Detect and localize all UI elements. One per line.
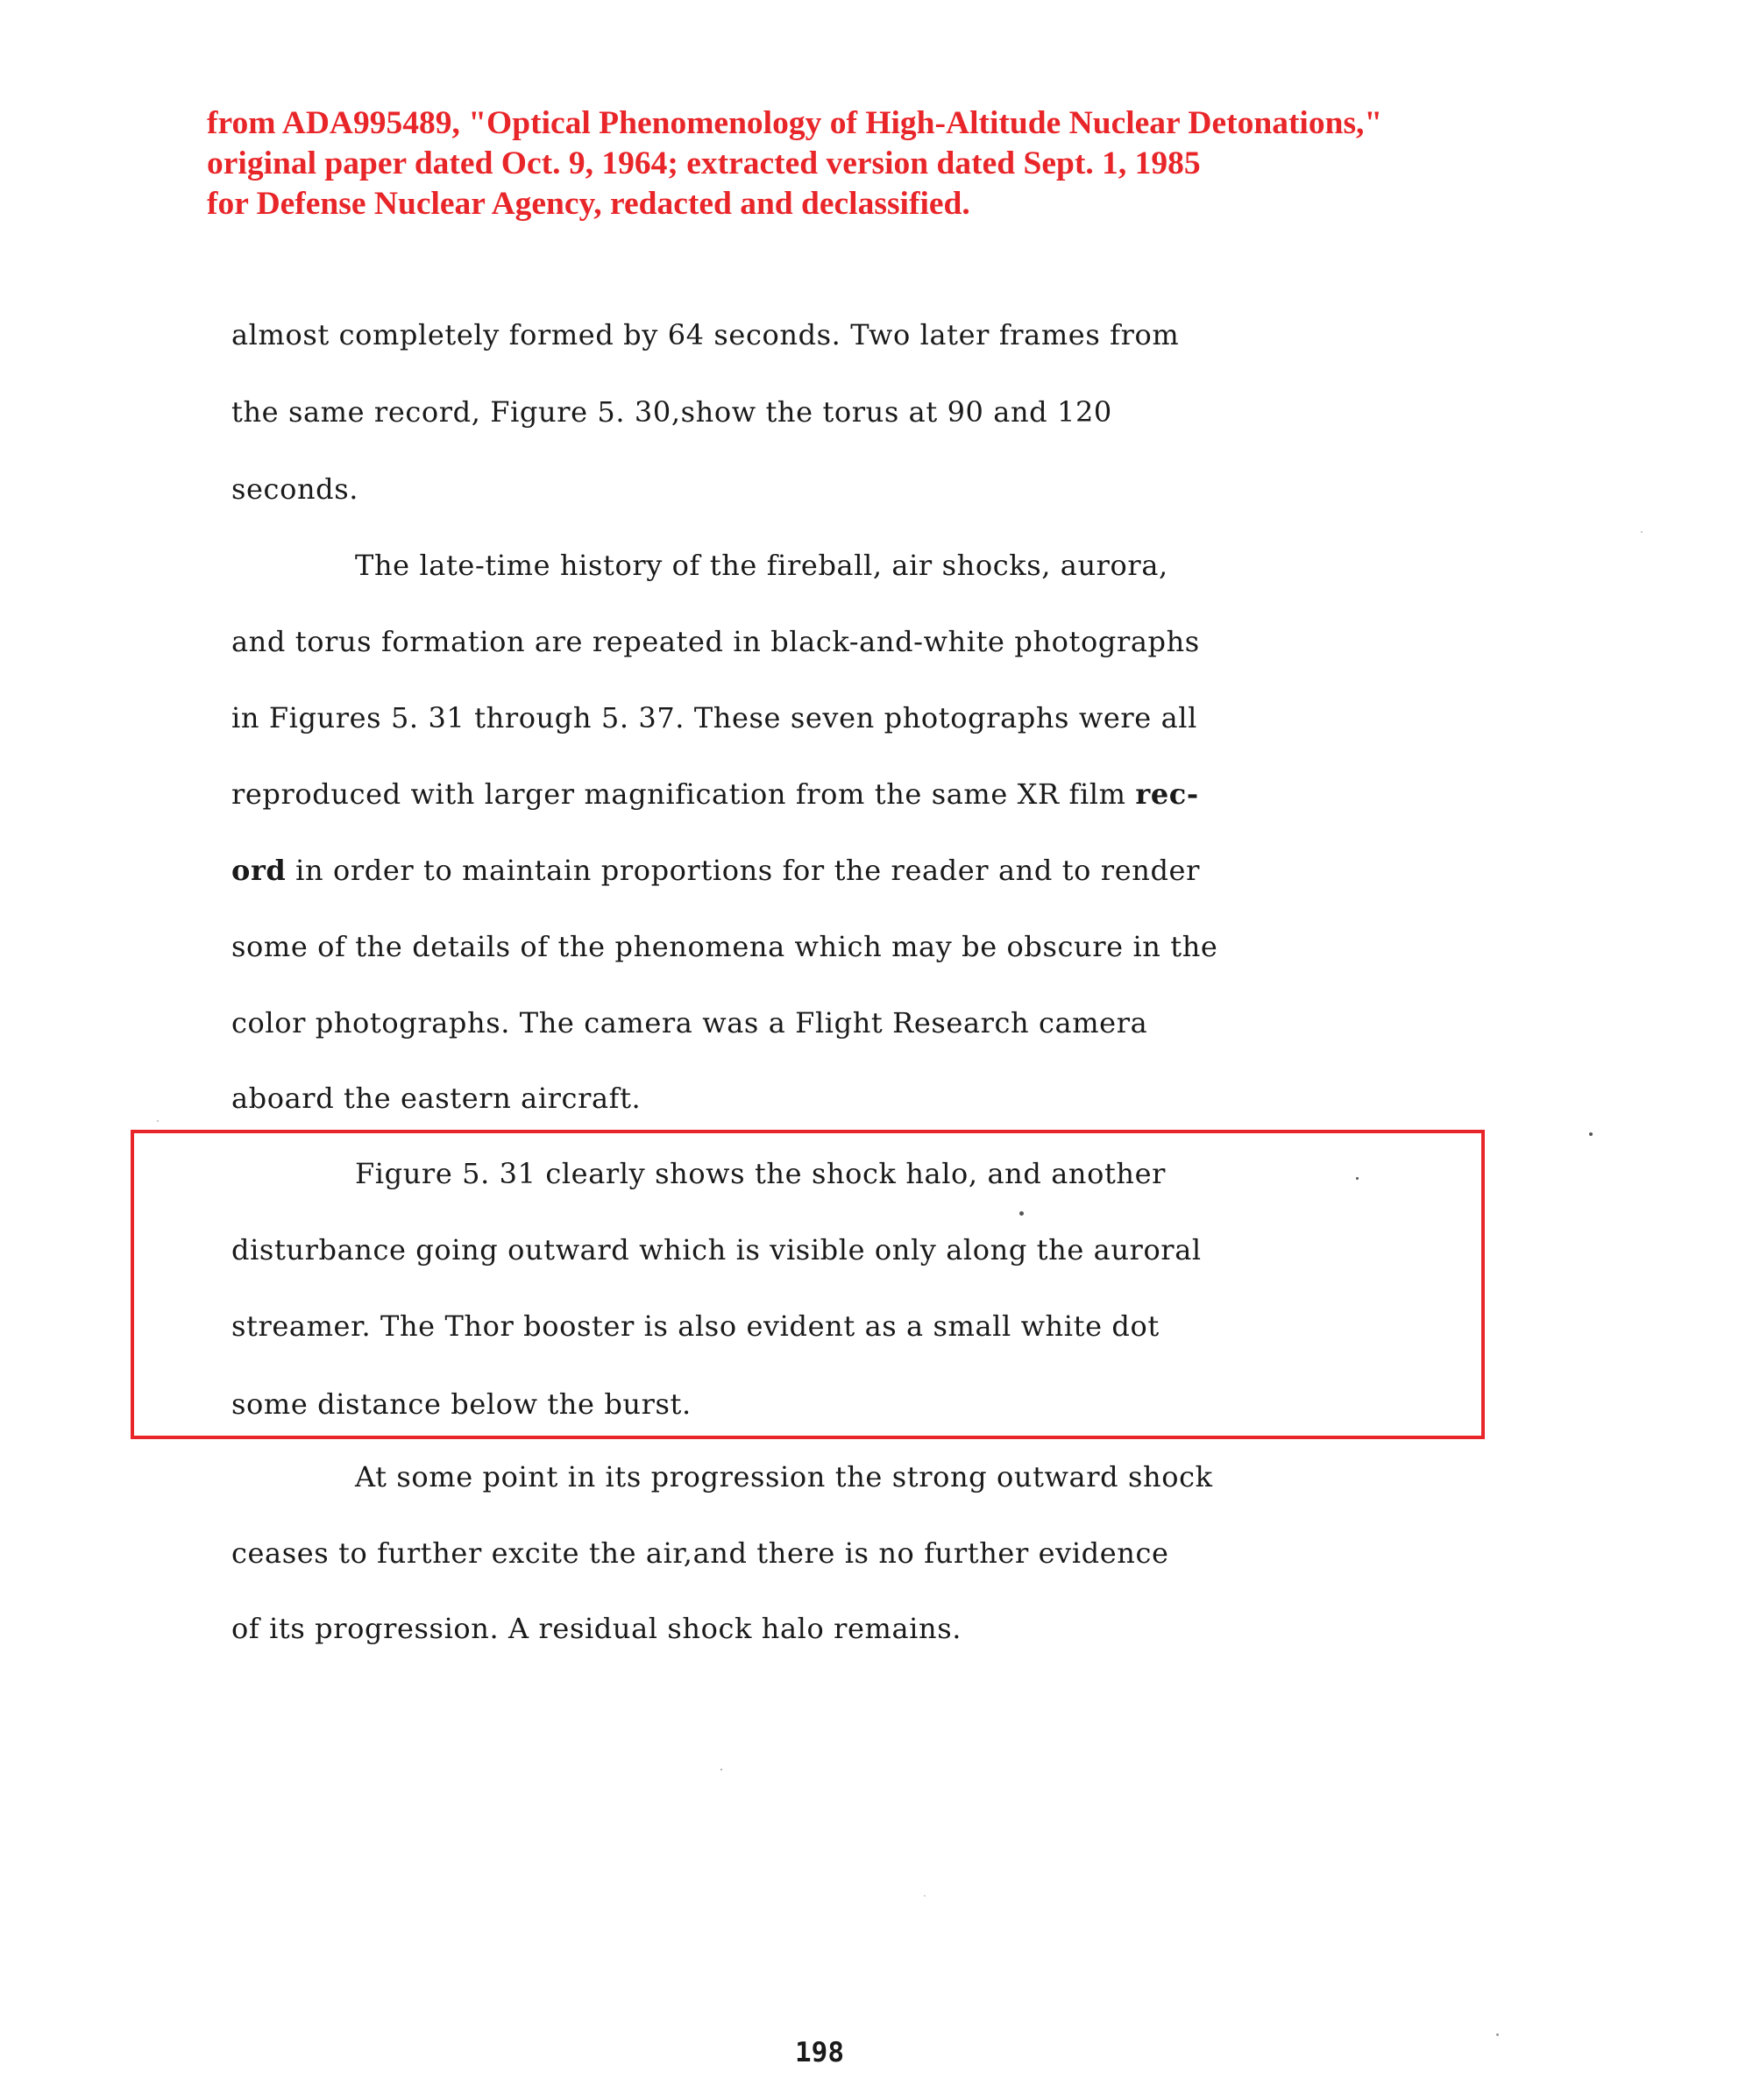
- scan-speck: [157, 1120, 159, 1122]
- text-line: seconds.: [231, 472, 359, 506]
- scan-speck: [720, 1769, 722, 1770]
- text-fragment: reproduced with larger magnification from the same XR film: [231, 777, 1136, 811]
- text-fragment-bold: ord: [231, 854, 287, 887]
- text-line: disturbance going outward which is visible only along the auroral: [231, 1233, 1202, 1266]
- source-note-line-1: from ADA995489, "Optical Phenomenology of High-Altitude Nuclear Detonations,": [207, 105, 1383, 141]
- text-line: Figure 5. 31 clearly shows the shock halo, and another: [355, 1157, 1167, 1190]
- text-line: of its progression. A residual shock halo remains.: [231, 1612, 962, 1645]
- text-line: ceases to further excite the air,and there is no further evidence: [231, 1536, 1169, 1570]
- page-number: 198: [795, 2037, 844, 2068]
- text-line: color photographs. The camera was a Flight Research camera: [231, 1006, 1148, 1039]
- scan-speck: [1641, 531, 1643, 533]
- text-fragment: in order to maintain proportions for the reader and to render: [286, 854, 1200, 887]
- source-note-line-3: for Defense Nuclear Agency, redacted and declassified.: [207, 186, 970, 222]
- source-note-line-2: original paper dated Oct. 9, 1964; extracted version dated Sept. 1, 1985: [207, 145, 1201, 181]
- text-line: and torus formation are repeated in black-and-white photographs: [231, 625, 1200, 658]
- highlight-box: [131, 1130, 1485, 1439]
- scan-speck: [1019, 1211, 1024, 1216]
- scan-speck: [1589, 1132, 1593, 1136]
- text-line: the same record, Figure 5. 30,show the torus at 90 and 120: [231, 395, 1112, 429]
- text-line: streamer. The Thor booster is also evident as a small white dot: [231, 1309, 1160, 1343]
- text-line: [231, 777, 1199, 812]
- text-line: almost completely formed by 64 seconds. Two later frames from: [231, 318, 1180, 351]
- text-fragment-bold: rec-: [1135, 777, 1199, 811]
- text-line: in Figures 5. 31 through 5. 37. These seven photographs were all: [231, 701, 1197, 734]
- text-line: At some point in its progression the strong outward shock: [355, 1460, 1213, 1493]
- text-line: [231, 853, 1200, 888]
- text-line: some of the details of the phenomena which may be obscure in the: [231, 930, 1218, 963]
- text-line: aboard the eastern aircraft.: [231, 1082, 642, 1115]
- scan-speck: [1496, 2033, 1499, 2036]
- scan-speck: [924, 1895, 926, 1897]
- scan-speck: [1356, 1177, 1359, 1180]
- text-line: The late-time history of the fireball, air shocks, aurora,: [355, 549, 1168, 582]
- text-line: some distance below the burst.: [231, 1387, 692, 1421]
